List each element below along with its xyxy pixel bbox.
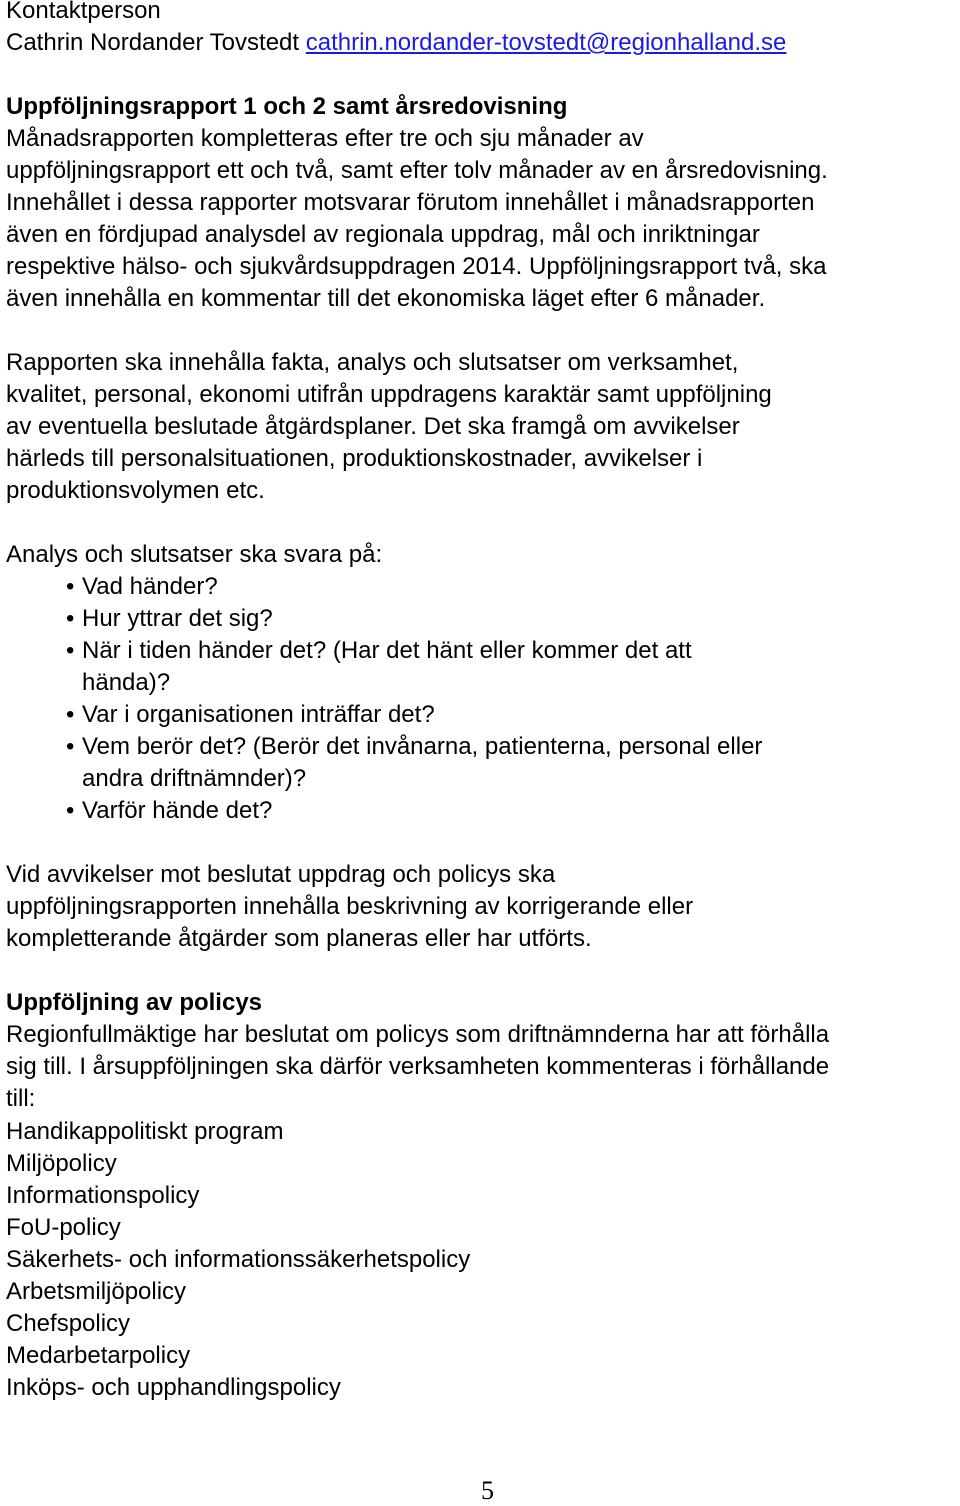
bullet-icon: •: [66, 797, 75, 824]
policy-item: FoU-policy: [6, 1214, 121, 1241]
paragraph-line: även innehålla en kommentar till det ekonomiska läget efter 6 månader.: [6, 285, 766, 312]
list-item: • När i tiden händer det? (Har det hänt eller kommer det att: [82, 635, 692, 667]
policy-item: Chefspolicy: [6, 1310, 131, 1337]
list-item-continuation: hända)?: [82, 669, 171, 696]
list-item: • Vem berör det? (Berör det invånarna, patienterna, personal eller: [82, 731, 762, 763]
paragraph-line: uppföljningsrapport ett och två, samt efter tolv månader av en årsredovisning.: [6, 157, 828, 184]
paragraph-line: kompletterande åtgärder som planeras eller har utförts.: [6, 925, 592, 952]
bullet-icon: •: [66, 637, 75, 664]
paragraph-line: av eventuella beslutade åtgärdsplaner. Det ska framgå om avvikelser: [6, 413, 740, 440]
paragraph-line: Vid avvikelser mot beslutat uppdrag och policys ska: [6, 861, 556, 888]
policy-item: Säkerhets- och informationssäkerhetspolicy: [6, 1246, 471, 1273]
policy-item: Arbetsmiljöpolicy: [6, 1278, 187, 1305]
policy-item: Informationspolicy: [6, 1182, 200, 1209]
contact-name: Cathrin Nordander Tovstedt: [6, 29, 300, 56]
list-item: • Vad händer?: [82, 571, 218, 603]
paragraph-line: Rapporten ska innehålla fakta, analys och slutsatser om verksamhet,: [6, 349, 739, 376]
paragraph-line: respektive hälso- och sjukvårdsuppdragen 2014. Uppföljningsrapport två, ska: [6, 253, 827, 280]
page-number: 5: [481, 1476, 494, 1505]
paragraph-line: Regionfullmäktige har beslutat om policys som driftnämnderna har att förhålla: [6, 1021, 830, 1048]
paragraph-line: kvalitet, personal, ekonomi utifrån uppdragens karaktär samt uppföljning: [6, 381, 772, 408]
paragraph-line: till:: [6, 1085, 36, 1112]
paragraph-line: produktionsvolymen etc.: [6, 477, 265, 504]
paragraph-line: uppföljningsrapporten innehålla beskrivning av korrigerande eller: [6, 893, 694, 920]
contact-line: [6, 27, 786, 59]
bullet-icon: •: [66, 605, 75, 632]
policy-item: Medarbetarpolicy: [6, 1342, 191, 1369]
list-item-continuation: andra driftnämnder)?: [82, 765, 307, 792]
policy-item: Miljöpolicy: [6, 1150, 117, 1177]
paragraph-line: härleds till personalsituationen, produktionskostnader, avvikelser i: [6, 445, 703, 472]
policy-item: Inköps- och upphandlingspolicy: [6, 1374, 341, 1401]
analysis-intro: Analys och slutsatser ska svara på:: [6, 541, 383, 568]
bullet-icon: •: [66, 701, 75, 728]
paragraph-line: Innehållet i dessa rapporter motsvarar förutom innehållet i månadsrapporten: [6, 189, 815, 216]
paragraph-line: sig till. I årsuppföljningen ska därför verksamheten kommenteras i förhållande: [6, 1053, 830, 1080]
contact-heading: Kontaktperson: [6, 0, 161, 24]
list-item: • Hur yttrar det sig?: [82, 603, 273, 635]
contact-email-link[interactable]: cathrin.nordander-tovstedt@regionhalland.se: [305, 29, 787, 56]
paragraph-line: även en fördjupad analysdel av regionala uppdrag, mål och inriktningar: [6, 221, 760, 248]
policy-item: Handikappolitiskt program: [6, 1118, 284, 1145]
section-title-uppfoljningsrapport: Uppföljningsrapport 1 och 2 samt årsredovisning: [6, 93, 568, 120]
list-item: • Varför hände det?: [82, 795, 272, 827]
bullet-icon: •: [66, 733, 75, 760]
list-item: • Var i organisationen inträffar det?: [82, 699, 435, 731]
section-title-policys: Uppföljning av policys: [6, 989, 263, 1016]
bullet-icon: •: [66, 573, 75, 600]
paragraph-line: Månadsrapporten kompletteras efter tre och sju månader av: [6, 125, 644, 152]
